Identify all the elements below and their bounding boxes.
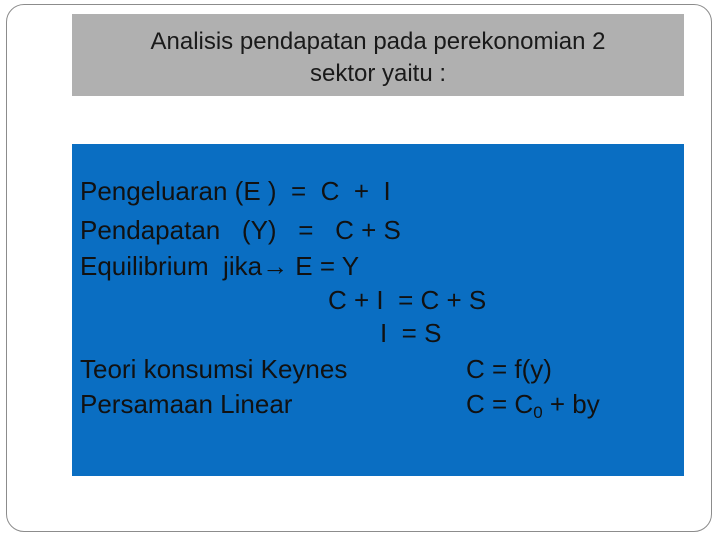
expenditure-equation: Pengeluaran (E ) = C + I <box>80 176 391 206</box>
keynes-theory-label: Teori konsumsi Keynes <box>80 354 348 384</box>
linear-eq-prefix: C = C <box>466 389 534 419</box>
equilibrium-line <box>80 251 359 281</box>
linear-equation-label: Persamaan Linear <box>80 389 293 419</box>
linear-eq-subscript: 0 <box>533 403 543 422</box>
linear-consumption-equation <box>466 389 600 422</box>
title-box <box>72 14 684 96</box>
linear-eq-suffix: + by <box>542 389 600 419</box>
title-line-1: Analisis pendapatan pada perekonomian 2 <box>150 28 606 55</box>
arrow-right-icon: → <box>262 251 289 281</box>
slide-title <box>72 26 684 90</box>
equilibrium-condition: E = Y <box>288 251 360 281</box>
title-line-2: sektor yaitu : <box>309 60 447 87</box>
equilibrium-equation-1: C + I = C + S <box>328 285 487 315</box>
income-equation: Pendapatan (Y) = C + S <box>80 215 401 245</box>
equilibrium-equation-2: I = S <box>380 318 442 348</box>
consumption-function: C = f(y) <box>466 354 552 384</box>
equilibrium-label: Equilibrium jika <box>80 251 263 281</box>
